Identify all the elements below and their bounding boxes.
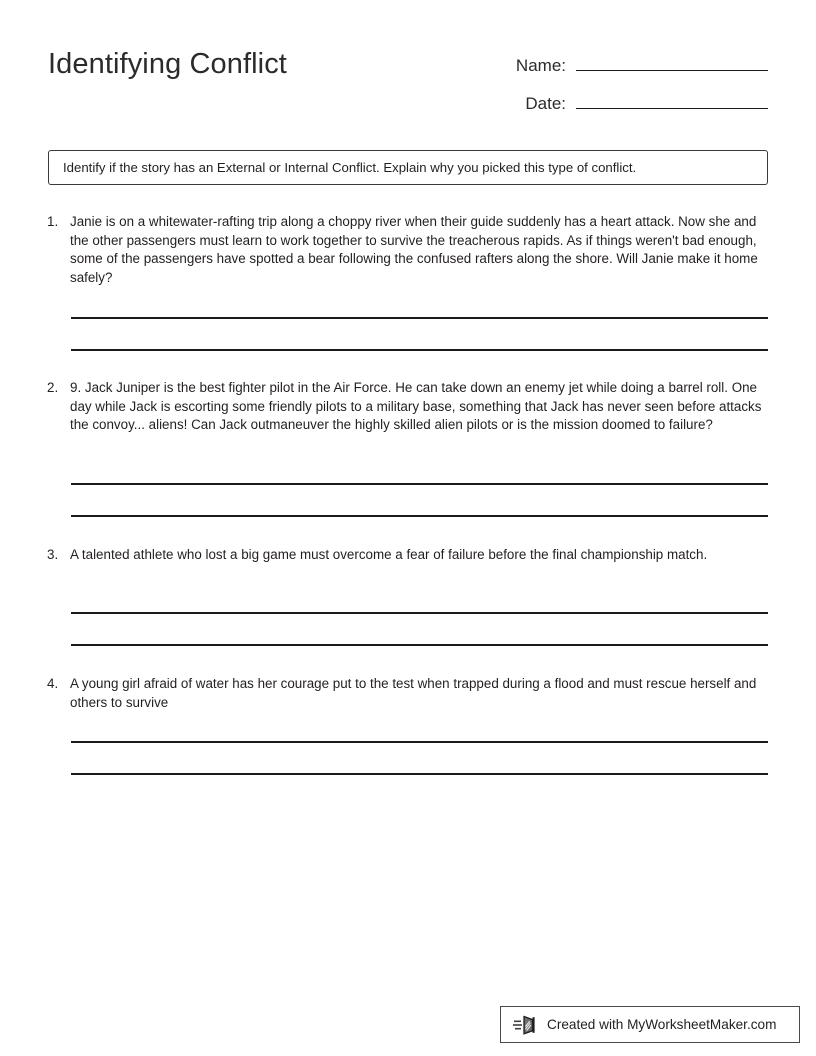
question-number: 4. (47, 676, 59, 691)
date-field-input[interactable] (576, 90, 768, 109)
question-number: 3. (47, 547, 59, 562)
question-item (44, 213, 770, 287)
question-text: A young girl afraid of water has her courage put to the test when trapped during a flood and must rescue herself and others to survive (70, 676, 757, 710)
instruction-box (48, 150, 768, 185)
footer-badge[interactable] (500, 1006, 800, 1043)
question-text: Janie is on a whitewater-rafting trip along a choppy river when their guide suddenly has a heart attack. Now she and the other passengers must learn to work together to survive the treacherous rapids. As if things weren't bad enough, some of the passengers have spotted a bear following the confused rafters along the shore. Will Janie make it home safely? (70, 214, 758, 285)
question-item (44, 675, 770, 712)
question-body (44, 546, 770, 565)
worksheet-maker-logo-icon (513, 1014, 539, 1036)
answer-line[interactable] (71, 317, 768, 319)
answer-line[interactable] (71, 349, 768, 351)
answer-lines (71, 612, 768, 646)
question-body (44, 675, 770, 712)
question-number: 1. (47, 214, 59, 229)
question-number: 2. (47, 380, 59, 395)
name-field-input[interactable] (576, 52, 768, 71)
name-field-row (506, 52, 768, 76)
answer-line[interactable] (71, 612, 768, 614)
footer-text: Created with MyWorksheetMaker.com (547, 1017, 777, 1032)
answer-lines (71, 317, 768, 351)
question-body (44, 379, 770, 435)
answer-line[interactable] (71, 515, 768, 517)
answer-line[interactable] (71, 483, 768, 485)
answer-lines (71, 741, 768, 775)
worksheet-header (48, 44, 768, 124)
answer-line[interactable] (71, 741, 768, 743)
answer-line[interactable] (71, 644, 768, 646)
answer-line[interactable] (71, 773, 768, 775)
question-text: A talented athlete who lost a big game must overcome a fear of failure before the final championship match. (70, 547, 708, 562)
answer-lines (71, 483, 768, 517)
question-item (44, 546, 770, 565)
name-field-label: Name: (515, 56, 566, 75)
question-item (44, 379, 770, 435)
instruction-text: Identify if the story has an External or Internal Conflict. Explain why you picked this type of conflict. (63, 159, 637, 175)
date-field-label: Date: (525, 94, 566, 113)
question-body (44, 213, 770, 287)
page-title: Identifying Conflict (48, 48, 287, 80)
question-text: 9. Jack Juniper is the best fighter pilot in the Air Force. He can take down an enemy jet while doing a barrel roll. One day while Jack is escorting some friendly pilots to a military base, something that Jack has never seen before attacks the convoy... aliens! Can Jack outmaneuver the highly skilled alien pilots or is the mission doomed to failure? (70, 380, 762, 433)
date-field-row (506, 90, 768, 114)
